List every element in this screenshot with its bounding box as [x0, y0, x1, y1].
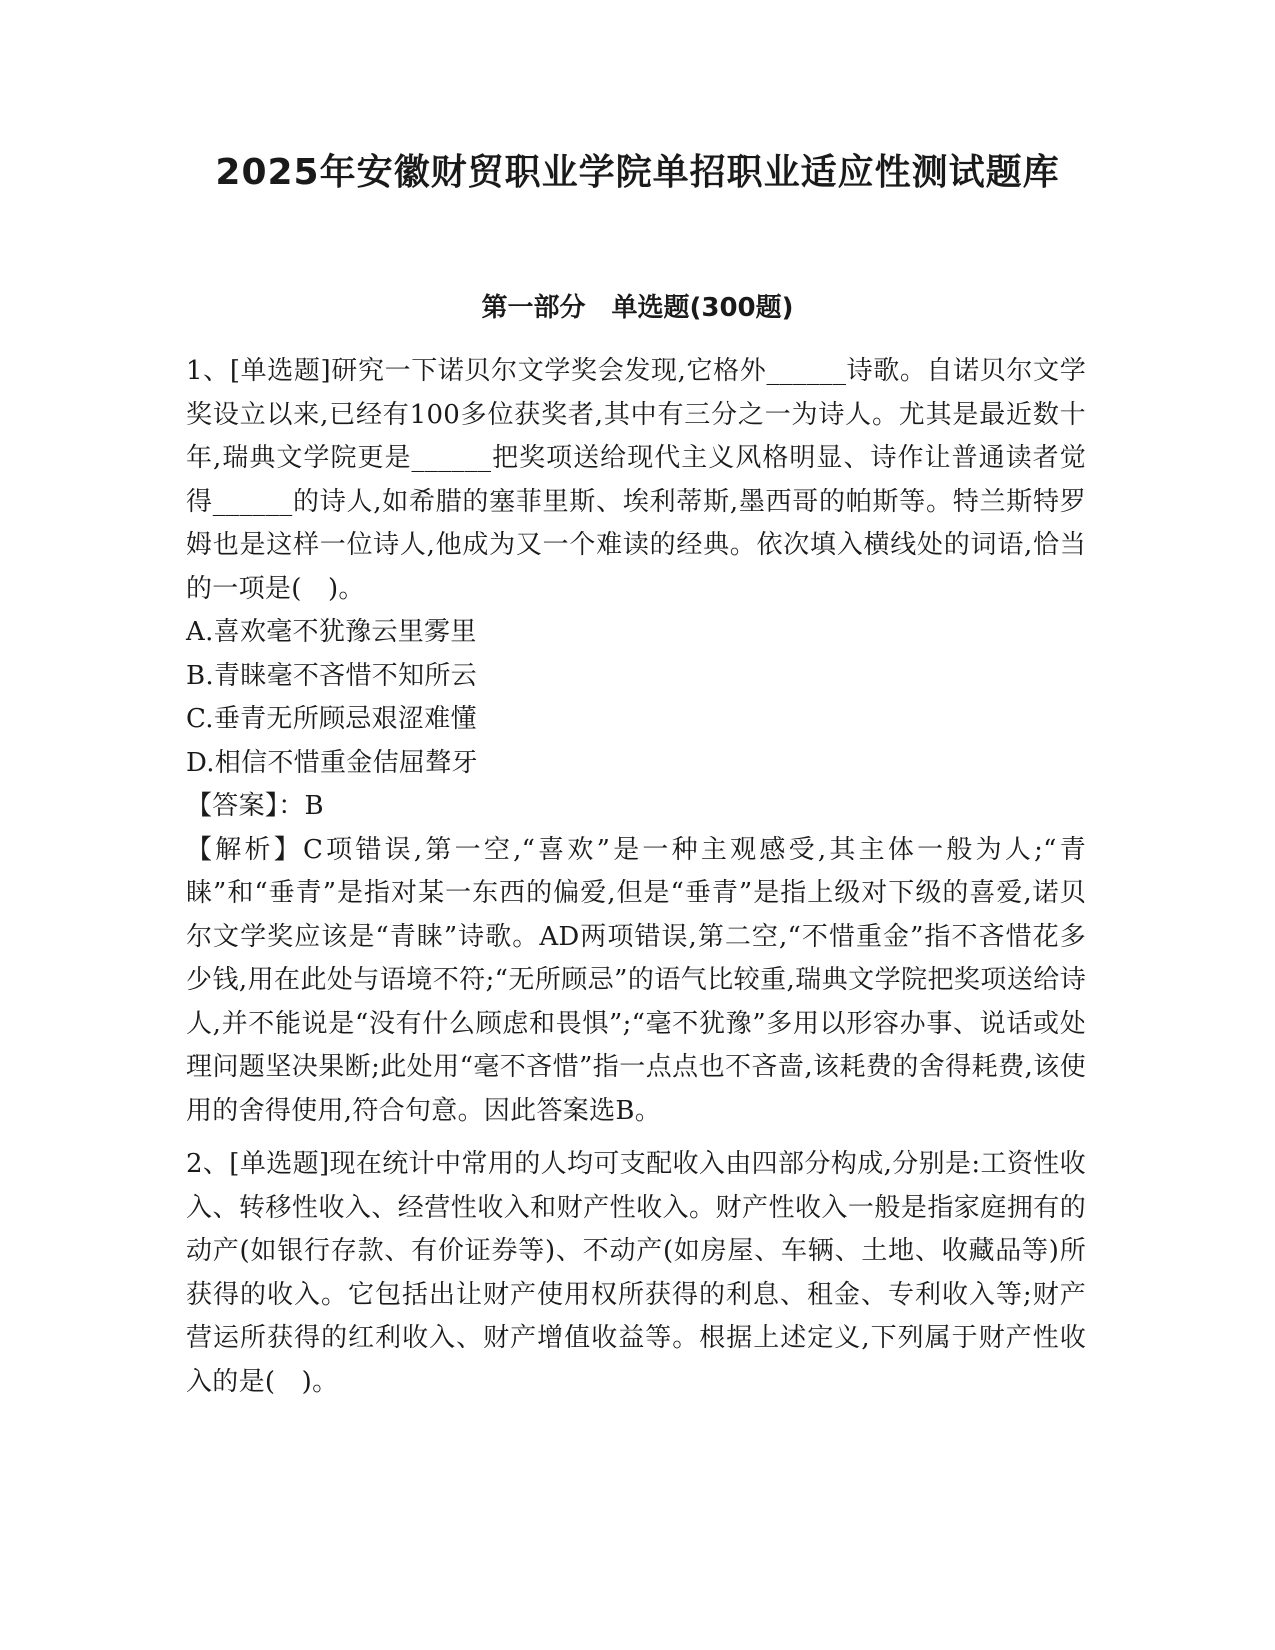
question-2: [186, 1143, 1086, 1404]
analysis-paragraph: 【解析】C项错误,第一空,“喜欢”是一种主观感受,其主体一般为人;“青睐”和“垂青”是指对某一东西的偏爱,但是“垂青”是指上级对下级的喜爱,诺贝尔文学奖应该是“青睐”诗歌。AD两项错误,第二空,“不惜重金”指不吝惜花多少钱,用在此处与语境不符;“无所顾忌”的语气比较重,瑞典文学院把奖项送给诗人,并不能说是“没有什么顾虑和畏惧”;“毫不犹豫”多用以形容办事、说话或处理问题坚决果断;此处用“毫不吝惜”指一点点也不吝啬,该耗费的舍得耗费,该使用的舍得使用,符合句意。因此答案选B。: [186, 834, 1086, 1126]
document-title: 2025年安徽财贸职业学院单招职业适应性测试题库: [215, 152, 1060, 193]
option-c: C.垂青无所顾忌艰涩难懂: [186, 704, 477, 734]
option-d: D.相信不惜重金佶屈聱牙: [186, 747, 478, 778]
question-stem: 1、[单选题]研究一下诺贝尔文学奖会发现,它格外______诗歌。自诺贝尔文学奖设立以来,已经有100多位获奖者,其中有三分之一为诗人。尤其是最近数十年,瑞典文学院更是______把奖项送给现代主义风格明显、诗作让普通读者觉得______的诗人,如希腊的塞菲里斯、埃利蒂斯,墨西哥的帕斯等。特兰斯特罗姆也是这样一位诗人,他成为又一个难读的经典。依次填入横线处的词语,恰当的一项是( )。: [186, 356, 1086, 604]
answer-line: 【答案】：B: [186, 791, 324, 821]
question-stem: 2、[单选题]现在统计中常用的人均可支配收入由四部分构成,分别是:工资性收入、转移性收入、经营性收入和财产性收入。财产性收入一般是指家庭拥有的动产(如银行存款、有价证券等)、不动产(如房屋、车辆、土地、收藏品等)所获得的收入。它包括出让财产使用权所获得的利息、租金、专利收入等;财产营运所获得的红利收入、财产增值收益等。根据上述定义,下列属于财产性收入的是( )。: [186, 1149, 1086, 1397]
question-list: [186, 350, 1086, 1404]
question-1: [186, 350, 1086, 1133]
option-a: A.喜欢毫不犹豫云里雾里: [186, 617, 477, 647]
option-b: B.青睐毫不吝惜不知所云: [186, 660, 477, 691]
section-title: 第一部分 单选题(300题): [481, 293, 794, 323]
